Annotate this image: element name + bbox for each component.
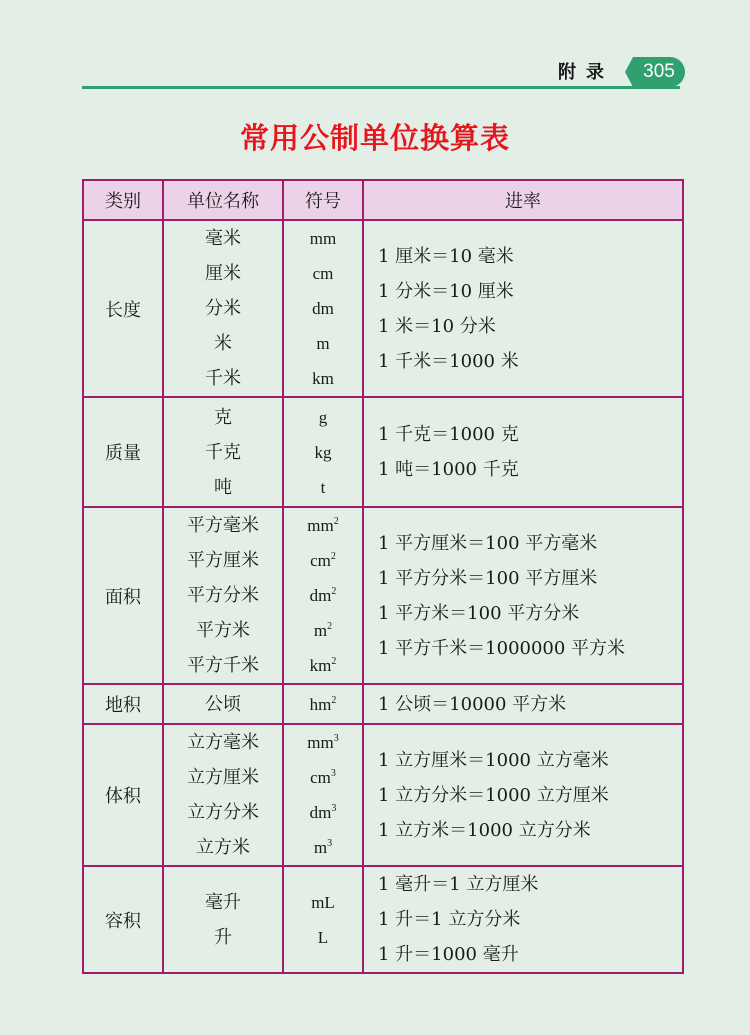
conversion-rate: 1 厘米＝10 毫米 bbox=[378, 245, 514, 267]
unit-symbol: dm bbox=[312, 299, 334, 318]
unit-name: 毫米 bbox=[205, 228, 241, 249]
conversion-rate-cell bbox=[363, 397, 683, 507]
header-rule bbox=[82, 86, 680, 89]
table-row bbox=[83, 507, 683, 684]
unit-name: 立方米 bbox=[196, 837, 250, 858]
unit-symbol-cell bbox=[283, 866, 363, 973]
unit-name: 立方分米 bbox=[187, 802, 259, 823]
unit-symbol: $hm^2$ bbox=[309, 694, 337, 714]
conversion-rate: 1 毫升＝1 立方厘米 bbox=[378, 874, 539, 895]
unit-conversion-table bbox=[82, 179, 684, 974]
table-row bbox=[83, 684, 683, 724]
conversion-rate: 1 立方米＝1000 立方分米 bbox=[378, 819, 591, 841]
page-title: 常用公制单位换算表 bbox=[239, 121, 510, 155]
unit-name: 平方米 bbox=[196, 620, 250, 641]
table-row bbox=[83, 220, 683, 397]
unit-name: 千米 bbox=[205, 368, 241, 389]
page-number-tab bbox=[633, 57, 685, 87]
unit-symbol: cm bbox=[312, 264, 334, 283]
unit-symbol: kg bbox=[314, 442, 332, 462]
column-header: 类别 bbox=[83, 180, 163, 220]
unit-name-cell bbox=[163, 397, 283, 507]
conversion-rate-cell bbox=[363, 724, 683, 866]
category-cell: 地积 bbox=[83, 684, 163, 724]
unit-symbol: $mm^2$ bbox=[307, 516, 339, 535]
unit-symbol: $m^2$ bbox=[313, 621, 333, 640]
column-header: 符号 bbox=[283, 180, 363, 220]
category-cell: 体积 bbox=[83, 724, 163, 866]
unit-name-cell bbox=[163, 220, 283, 397]
unit-symbol: mL bbox=[311, 892, 335, 912]
conversion-rate-cell bbox=[363, 220, 683, 397]
conversion-rate: 1 分米＝10 厘米 bbox=[378, 280, 514, 302]
unit-symbol: $cm^3$ bbox=[310, 768, 336, 787]
unit-symbol: L bbox=[317, 927, 329, 947]
unit-name: 米 bbox=[214, 333, 232, 354]
unit-name: 立方厘米 bbox=[187, 767, 259, 788]
unit-symbol: m bbox=[316, 334, 330, 353]
unit-symbol: $dm^3$ bbox=[309, 803, 337, 822]
unit-symbol: $mm^3$ bbox=[307, 733, 339, 752]
conversion-rate: 1 公顷＝10000 平方米 bbox=[378, 693, 567, 715]
conversion-rate: 1 平方千米＝1000000 平方米 bbox=[378, 637, 626, 659]
conversion-rate: 1 千克＝1000 克 bbox=[378, 424, 519, 445]
table-row bbox=[83, 866, 683, 973]
unit-name-cell bbox=[163, 724, 283, 866]
unit-symbol: g bbox=[318, 407, 328, 427]
conversion-rate: 1 千米＝1000 米 bbox=[378, 350, 519, 372]
unit-symbol-cell bbox=[283, 220, 363, 397]
conversion-rate-cell bbox=[363, 684, 683, 724]
unit-name: 平方千米 bbox=[187, 655, 259, 676]
unit-symbol: $dm^2$ bbox=[309, 586, 337, 605]
conversion-rate: 1 吨＝1000 千克 bbox=[378, 459, 519, 480]
section-label: 附录 bbox=[558, 62, 614, 83]
unit-symbol: $m^3$ bbox=[313, 838, 333, 857]
category-cell: 长度 bbox=[83, 220, 163, 397]
table-row bbox=[83, 724, 683, 866]
unit-name: 毫升 bbox=[205, 891, 241, 913]
unit-symbol: km bbox=[312, 369, 334, 388]
conversion-rate: 1 立方分米＝1000 立方厘米 bbox=[378, 784, 609, 806]
conversion-rate: 1 升＝1000 毫升 bbox=[378, 944, 519, 965]
unit-symbol-cell bbox=[283, 724, 363, 866]
category-cell: 容积 bbox=[83, 866, 163, 973]
table-row bbox=[83, 397, 683, 507]
unit-symbol: mm bbox=[309, 229, 337, 248]
unit-name-cell bbox=[163, 866, 283, 973]
unit-name: 平方分米 bbox=[187, 585, 259, 606]
column-header: 单位名称 bbox=[163, 180, 283, 220]
unit-symbol: $km^2$ bbox=[309, 656, 337, 675]
conversion-rate: 1 平方厘米＝100 平方毫米 bbox=[378, 532, 598, 554]
column-header: 进率 bbox=[363, 180, 683, 220]
unit-symbol: $cm^2$ bbox=[310, 551, 336, 570]
unit-name-cell bbox=[163, 507, 283, 684]
table-header-row bbox=[83, 180, 683, 220]
page-number: 305 bbox=[643, 61, 675, 82]
conversion-rate: 1 米＝10 分米 bbox=[378, 315, 496, 337]
unit-name-cell bbox=[163, 684, 283, 724]
conversion-rate-cell bbox=[363, 866, 683, 973]
conversion-rate: 1 立方厘米＝1000 立方毫米 bbox=[378, 749, 609, 771]
conversion-rate-cell bbox=[363, 507, 683, 684]
unit-name: 立方毫米 bbox=[187, 732, 259, 753]
unit-name: 平方毫米 bbox=[187, 515, 259, 536]
conversion-rate: 1 平方米＝100 平方分米 bbox=[378, 602, 580, 624]
conversion-rate: 1 平方分米＝100 平方厘米 bbox=[378, 567, 598, 589]
unit-name: 平方厘米 bbox=[187, 550, 259, 571]
unit-name: 克 bbox=[214, 406, 232, 428]
unit-name: 厘米 bbox=[205, 263, 241, 284]
unit-symbol-cell bbox=[283, 684, 363, 724]
unit-symbol-cell bbox=[283, 397, 363, 507]
category-cell: 面积 bbox=[83, 507, 163, 684]
category-cell: 质量 bbox=[83, 397, 163, 507]
unit-name: 公顷 bbox=[205, 693, 241, 715]
table-body bbox=[83, 220, 683, 973]
unit-symbol: t bbox=[320, 477, 326, 497]
unit-symbol-cell bbox=[283, 507, 363, 684]
conversion-rate: 1 升＝1 立方分米 bbox=[378, 909, 521, 930]
unit-name: 千克 bbox=[205, 441, 241, 463]
unit-name: 分米 bbox=[205, 298, 241, 319]
unit-name: 吨 bbox=[214, 476, 232, 498]
unit-name: 升 bbox=[214, 926, 232, 948]
